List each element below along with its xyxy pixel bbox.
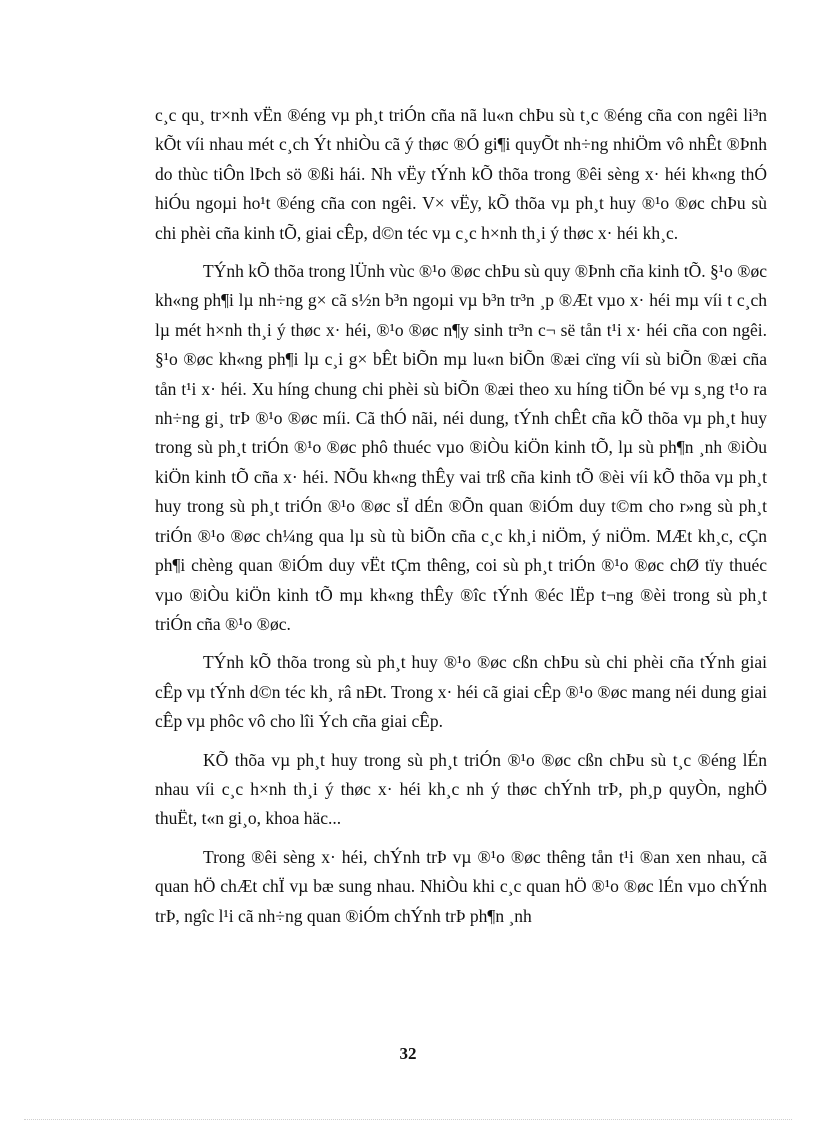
page-number: 32 xyxy=(399,1044,417,1063)
paragraph: TÝnh kÕ thõa trong lÜnh vùc ®¹o ®øc chÞu sù quy ®Þnh cña kinh tÕ. §¹o ®øc kh«ng ph¶i lµ nh÷ng g× cã s½n b³n ngoµi vµ b³n tr³n ¸p ®Æt vµo x· héi mµ víi t c¸ch lµ mét h×nh th¸i ý thøc x· héi, ®¹o ®øc n¶y sinh tr³n c¬ së tån t¹i x· héi cña con ngêi. §¹o ®øc kh«ng ph¶i lµ c¸i g× bÊt biÕn mµ lu«n biÕn ®æi cïng víi sù biÕn ®æi cña tån t¹i x· héi. Xu híng chung chi phèi sù biÕn ®æi theo xu híng tiÕn bé vµ s¸ng t¹o ra nh÷ng gi¸ trÞ ®¹o ®øc míi. Cã thÓ nãi, néi dung, tÝnh chÊt cña kÕ thõa vµ ph¸t huy trong sù ph¸t triÓn ®¹o ®øc phô thuéc vµo ®iÒu kiÖn kinh tÕ, lµ sù ph¶n ¸nh ®iÒu kiÖn kinh tÕ cña x· héi. NÕu kh«ng thÊy vai trß cña kinh tÕ ®èi víi kÕ thõa vµ ph¸t huy trong sù ph¸t triÓn ®¹o ®øc sÏ dÉn ®Õn quan ®iÓm duy t©m cho r»ng sù ph¸t triÓn ®¹o ®øc ch¼ng qua lµ sù tù biÕn cña c¸c kh¸i niÖm, ý niÖm. MÆt kh¸c, cÇn ph¶i chèng quan ®iÓm duy vËt tÇm thêng, coi sù ph¸t triÓn ®¹o ®øc chØ tïy thuéc vµo ®iÒu kiÖn kinh tÕ mµ kh«ng thÊy ®îc tÝnh ®éc lËp t¬ng ®èi trong sù ph¸t triÓn cña ®¹o ®øc. xyxy=(155,261,767,634)
document-body xyxy=(155,101,767,931)
paragraph: Trong ®êi sèng x· héi, chÝnh trÞ vµ ®¹o ®øc thêng tån t¹i ®an xen nhau, cã quan hÖ chÆt chÏ vµ bæ sung nhau. NhiÒu khi c¸c quan hÖ ®¹o ®øc lÉn vµo chÝnh trÞ, ngîc l¹i cã nh÷ng quan ®iÓm chÝnh trÞ ph¶n ¸nh xyxy=(155,846,767,926)
paragraph: TÝnh kÕ thõa trong sù ph¸t huy ®¹o ®øc cßn chÞu sù chi phèi cña tÝnh giai cÊp vµ tÝnh d©n téc kh¸ râ nÐt. Trong x· héi cã giai cÊp ®¹o ®øc mang néi dung giai cÊp vµ phôc vô cho lîi Ých cña giai cÊp. xyxy=(155,652,767,732)
paragraph: KÕ thõa vµ ph¸t huy trong sù ph¸t triÓn ®¹o ®øc cßn chÞu sù t¸c ®éng lÉn nhau víi c¸c h×nh th¸i ý thøc x· héi kh¸c nh ý thøc chÝnh trÞ, ph¸p quyÒn, nghÖ thuËt, t«n gi¸o, khoa häc... xyxy=(155,749,767,829)
paragraph: c¸c qu¸ tr×nh vËn ®éng vµ ph¸t triÓn cña nã lu«n chÞu sù t¸c ®éng cña con ngêi li³n kÕt víi nhau mét c¸ch Ýt nhiÒu cã ý thøc ®Ó gi¶i quyÕt nh÷ng nhiÖm vô nhÊt ®Þnh do thùc tiÔn lÞch sö ®ßi hái. Nh vËy tÝnh kÕ thõa trong ®êi sèng x· héi kh«ng thÓ hiÓu ngoµi ho¹t ®éng cña con ngêi. V× vËy, kÕ thõa vµ ph¸t huy ®¹o ®øc chÞu sù chi phèi cña kinh tÕ, giai cÊp, d©n téc vµ c¸c h×nh th¸i ý thøc x· héi kh¸c. xyxy=(155,105,767,243)
page-divider xyxy=(24,1119,792,1120)
